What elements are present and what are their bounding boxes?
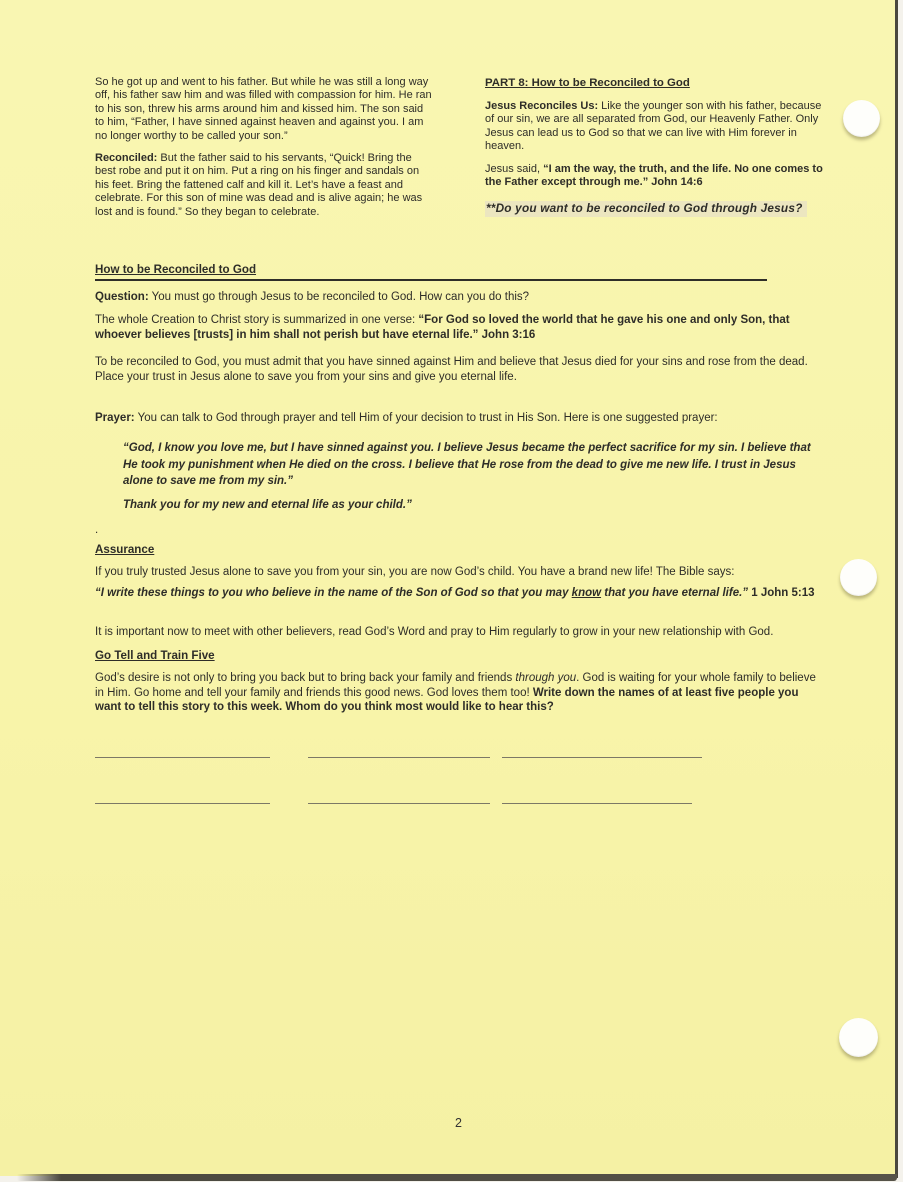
john513-part1: “I write these things to you who believe in the name of the Son of God so that you may bbox=[95, 586, 572, 599]
prayer-paragraph bbox=[95, 411, 823, 426]
write-in-line bbox=[308, 746, 490, 758]
hole-punch-middle bbox=[840, 559, 877, 596]
names-row-2 bbox=[95, 792, 823, 806]
page-number: 2 bbox=[455, 1116, 462, 1130]
jesus-said-paragraph bbox=[485, 163, 823, 190]
reconcile-question-highlight-wrap bbox=[485, 198, 823, 217]
question-paragraph bbox=[95, 290, 823, 305]
suggested-prayer-quote: “God, I know you love me, but I have sinned against you. I believe Jesus became the perfect sacrifice for my sin. I believe that He took my punishment when He died on the cross. I believe that He rose from the dead to give me new life. I trust in Jesus alone to save me from my sin.” bbox=[123, 442, 811, 487]
right-column bbox=[485, 76, 823, 228]
part8-heading: PART 8: How to be Reconciled to God bbox=[485, 77, 690, 89]
go-tell-heading: Go Tell and Train Five bbox=[95, 649, 215, 662]
names-row-1 bbox=[95, 746, 823, 760]
page-bottom-shadow bbox=[17, 1174, 897, 1181]
question-label: Question: bbox=[95, 291, 149, 303]
meet-believers-paragraph: It is important now to meet with other believers, read God’s Word and pray to Him regularly to grow in your new relationship with God. bbox=[95, 626, 774, 638]
left-column bbox=[95, 76, 433, 228]
write-in-line bbox=[308, 792, 490, 804]
john513-verse bbox=[95, 586, 823, 602]
prodigal-son-text: So he got up and went to his father. But while he was still a long way off, his father saw him and was filled with compassion for him. He ran to his son, threw his arms around him and kissed him. The son said to him, “Father, I have sinned against heaven and against you. I am no longer worthy to be called your son.” bbox=[95, 76, 432, 142]
reconcile-question-text: **Do you want to be reconciled to God through Jesus? bbox=[486, 201, 803, 216]
question-text: You must go through Jesus to be reconciled to God. How can you do this? bbox=[148, 291, 530, 303]
assurance-paragraph: If you truly trusted Jesus alone to save you from your sin, you are now God’s child. You have a brand new life! The Bible says: bbox=[95, 565, 735, 578]
stray-period: . bbox=[95, 523, 99, 536]
jesus-reconciles-text: Like the younger son with his father, because of our sin, we are all separated from God, our Heavenly Father. Only Jesus can lead us to God so that we can live with Him forever in heaven. bbox=[485, 100, 822, 153]
hole-punch-top bbox=[843, 100, 880, 137]
write-in-line bbox=[502, 792, 692, 804]
hole-punch-bottom bbox=[839, 1018, 878, 1057]
reconciled-paragraph bbox=[95, 152, 433, 219]
john513-reference: 1 John 5:13 bbox=[748, 586, 815, 599]
jesus-reconciles-paragraph bbox=[485, 100, 823, 154]
john513-part2: that you have eternal life.” bbox=[601, 586, 749, 599]
john513-know-underlined: know bbox=[571, 586, 602, 599]
top-columns bbox=[95, 76, 823, 228]
assurance-heading: Assurance bbox=[95, 542, 155, 556]
page-right-edge bbox=[895, 0, 898, 1178]
verse-intro-text: The whole Creation to Christ story is summarized in one verse: bbox=[95, 314, 419, 326]
prayer-label: Prayer: bbox=[95, 412, 135, 424]
go-tell-instruction: Write down the names of at least five people you want to tell this story to this week. Whom do you think most would like to hear this? bbox=[95, 686, 799, 713]
prodigal-son-paragraph bbox=[95, 76, 433, 143]
jesus-reconciles-label: Jesus Reconciles Us: bbox=[485, 100, 599, 112]
section-heading-how-to-be-reconciled bbox=[95, 262, 767, 281]
section-heading-text: How to be Reconciled to God bbox=[95, 263, 257, 276]
reconcile-question-highlight bbox=[485, 201, 807, 217]
write-in-line bbox=[502, 746, 702, 758]
john-14-6-quote: “I am the way, the truth, and the life. No one comes to the Father except through me.” John 14:6 bbox=[485, 162, 823, 189]
main-section bbox=[95, 262, 823, 806]
john316-paragraph bbox=[95, 313, 823, 343]
go-tell-part1: God’s desire is not only to bring you back but to bring back your family and friends bbox=[95, 672, 516, 684]
admit-believe-paragraph: To be reconciled to God, you must admit that you have sinned against Him and believe that Jesus died for your sins and rose from the dead. Place your trust in Jesus alone to save you from your sins and give you eternal life. bbox=[95, 356, 808, 383]
prayer-text: You can talk to God through prayer and tell Him of your decision to trust in His Son. Here is one suggested prayer: bbox=[134, 412, 718, 424]
go-tell-through-you: through you bbox=[515, 672, 577, 684]
reconciled-text: But the father said to his servants, “Quick! Bring the best robe and put it on him. Put a ring on his finger and sandals on his feet. Bring the fattened calf and kill it. Let’s have a feast and celebrate. For this son of mine was dead and is alive again; he was lost and is found.” So they began to celebrate. bbox=[95, 152, 423, 218]
go-tell-part2: . God is waiting for your whole family to believe in Him. Go home and tell your family and friends this good news. God loves them too! bbox=[95, 672, 816, 699]
go-tell-paragraph bbox=[95, 671, 823, 715]
write-in-line bbox=[95, 746, 270, 758]
john-3-16-quote: “For God so loved the world that he gave his one and only Son, that whoever believes [trusts] in him shall not perish but have eternal life.” John 3:16 bbox=[95, 314, 790, 341]
reconciled-label: Reconciled: bbox=[95, 152, 158, 165]
prayer-thanks-line: Thank you for my new and eternal life as your child.” bbox=[123, 498, 412, 511]
jesus-said-prefix: Jesus said, bbox=[485, 162, 544, 175]
write-in-line bbox=[95, 792, 270, 804]
